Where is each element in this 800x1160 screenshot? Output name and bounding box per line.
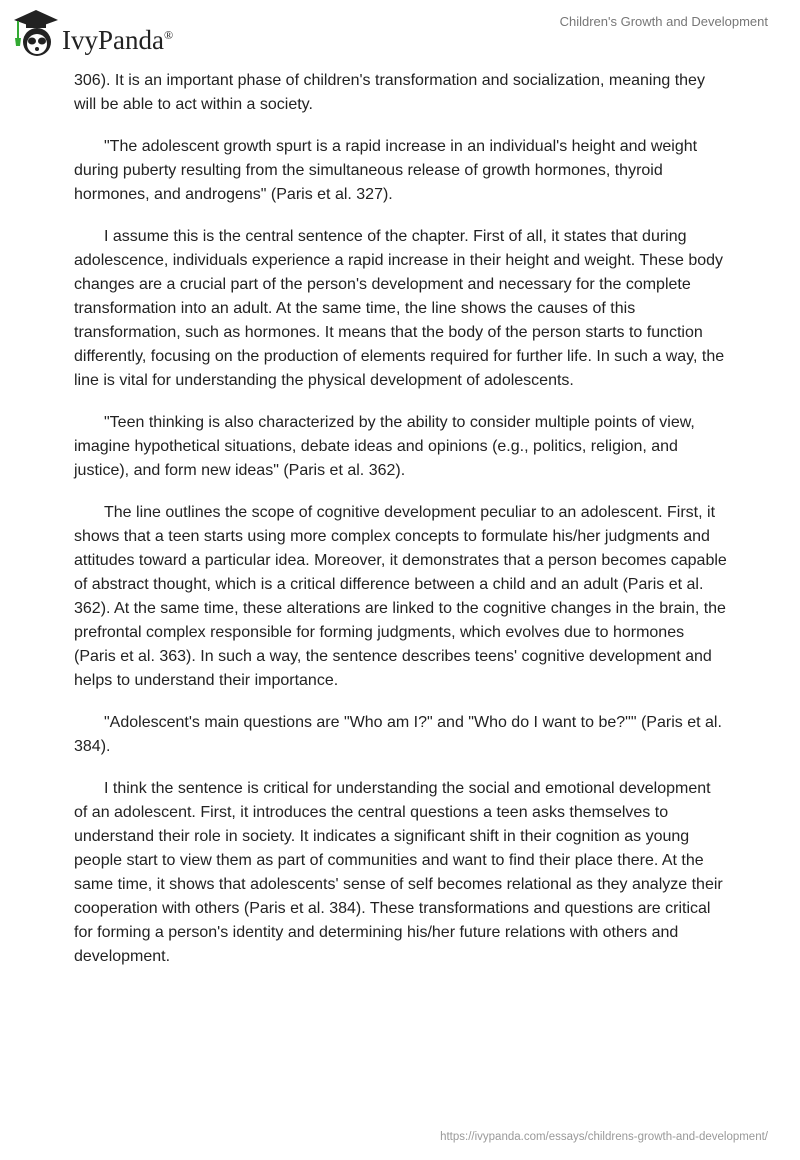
- quote-paragraph: "Teen thinking is also characterized by the ability to consider multiple points of view, imagine hypothetical situations, debate ideas and opinions (e.g., politics, religion, and justice), and form new ideas" (Paris et al. 362).: [74, 414, 695, 479]
- quote-paragraph: "The adolescent growth spurt is a rapid increase in an individual's height and weight during puberty resulting from the simultaneous release of growth hormones, thyroid hormones, and androgens" (Paris et al. 327).: [74, 138, 698, 203]
- paragraph: 306). It is an important phase of children's transformation and socialization, meaning they will be able to act within a society.: [74, 72, 705, 113]
- paragraph: I think the sentence is critical for understanding the social and emotional development of an adolescent. First, it introduces the central questions a teen asks themselves to understand their role in society. It indicates a significant shift in their cognition as young people start to view them as part of communities and want to find their place there. At the same time, it shows that adolescents' sense of self becomes relational as they analyze their cooperation with others (Paris et al. 384). These transformations and questions are critical for forming a person's identity and determining his/her future relations with others and development.: [74, 780, 723, 965]
- paragraph: I assume this is the central sentence of the chapter. First of all, it states that during adolescence, individuals experience a rapid increase in their height and weight. These body changes are a crucial part of the person's development and necessary for the complete transformation into an adult. At the same time, the line shows the causes of this transformation, such as hormones. It means that the body of the person starts to function differently, focusing on the production of elements required for further life. In such a way, the line is vital for understanding the physical development of adolescents.: [74, 228, 725, 389]
- ivypanda-logo[interactable]: [14, 8, 173, 58]
- page-header: [0, 0, 800, 60]
- panda-graduate-icon: [14, 8, 58, 58]
- quote-paragraph: "Adolescent's main questions are "Who am I?" and "Who do I want to be?"" (Paris et al. 384).: [74, 714, 722, 755]
- source-url[interactable]: https://ivypanda.com/essays/childrens-growth-and-development/: [440, 1131, 768, 1143]
- logo-text: IvyPanda®: [62, 24, 174, 55]
- document-title: Children's Growth and Development: [559, 14, 768, 29]
- essay-body: [74, 69, 728, 987]
- paragraph: The line outlines the scope of cognitive development peculiar to an adolescent. First, it shows that a teen starts using more complex concepts to formulate his/her judgments and attitudes toward a particular idea. Moreover, it demonstrates that a person becomes capable of abstract thought, which is a critical difference between a child and an adult (Paris et al. 362). At the same time, these alterations are linked to the cognitive changes in the brain, the prefrontal complex responsible for forming judgments, which evolves due to hormones (Paris et al. 363). In such a way, the sentence describes teens' cognitive development and helps to understand their importance.: [74, 504, 727, 689]
